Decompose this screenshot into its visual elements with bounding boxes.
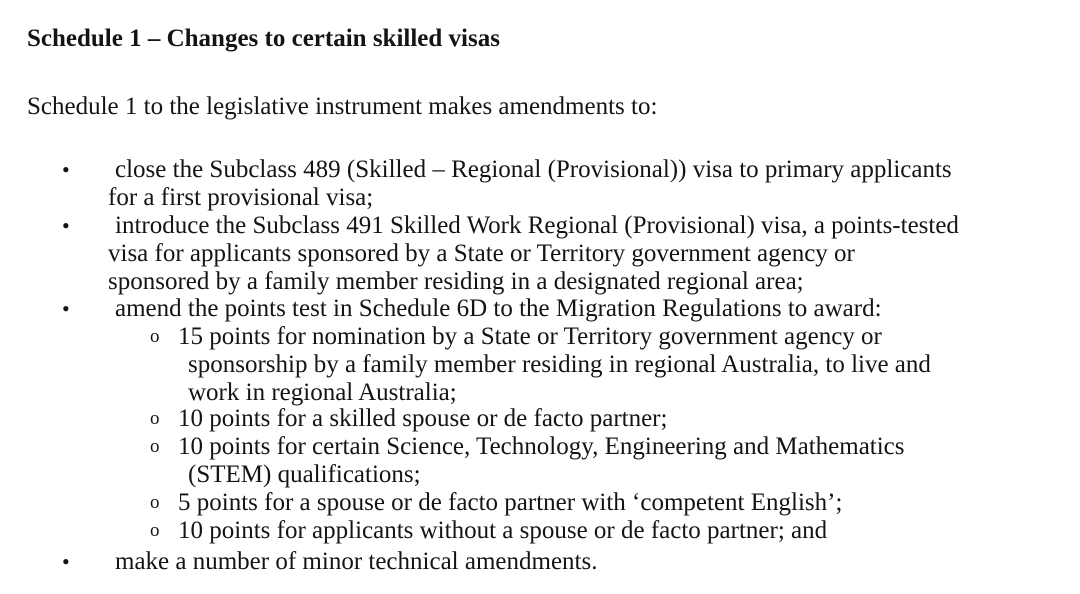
sub-list-item-text: sponsorship by a family member residing in regional Australia, to live and <box>188 351 931 378</box>
sub-list-item-text: 10 points for certain Science, Technology, Engineering and Mathematics <box>178 433 905 460</box>
list-item <box>62 295 882 323</box>
bullet-marker: • <box>62 549 70 574</box>
sub-list-item <box>150 323 931 407</box>
list-item <box>62 548 598 576</box>
sub-marker: o <box>150 408 160 429</box>
list-item <box>62 212 959 296</box>
sub-list-item <box>150 405 668 433</box>
list-item-text: amend the points test in Schedule 6D to the Migration Regulations to award: <box>115 295 882 322</box>
bullet-marker: • <box>62 296 70 321</box>
bullet-marker: • <box>62 157 70 182</box>
list-item-text: visa for applicants sponsored by a State or Territory government agency or <box>108 240 855 267</box>
list-item <box>62 156 952 212</box>
sub-list-item-text: work in regional Australia; <box>188 379 457 406</box>
sub-list-item-text: 5 points for a spouse or de facto partner with ‘competent English’; <box>178 489 843 516</box>
bullet-marker: • <box>62 213 70 238</box>
sub-list-item <box>150 433 905 489</box>
sub-marker: o <box>150 326 160 347</box>
sub-list-item-text: 10 points for a skilled spouse or de facto partner; <box>178 405 668 432</box>
list-item-text: sponsored by a family member residing in a designated regional area; <box>108 268 804 295</box>
list-item-text: introduce the Subclass 491 Skilled Work Regional (Provisional) visa, a points-tested <box>115 212 959 239</box>
intro-paragraph: Schedule 1 to the legislative instrument makes amendments to: <box>27 93 658 120</box>
list-item-text: for a first provisional visa; <box>108 184 374 211</box>
list-item-text: close the Subclass 489 (Skilled – Regional (Provisional)) visa to primary applicants <box>115 156 952 183</box>
sub-list-item-text: 15 points for nomination by a State or Territory government agency or <box>178 323 882 350</box>
sub-marker: o <box>150 520 160 541</box>
sub-list-item <box>150 489 843 517</box>
sub-list-item-text: 10 points for applicants without a spouse or de facto partner; and <box>178 517 828 544</box>
sub-marker: o <box>150 436 160 457</box>
document-heading: Schedule 1 – Changes to certain skilled visas <box>27 25 500 52</box>
sub-list-item-text: (STEM) qualifications; <box>188 461 421 488</box>
list-item-text: make a number of minor technical amendments. <box>115 548 598 575</box>
sub-list-item <box>150 517 828 545</box>
sub-marker: o <box>150 492 160 513</box>
